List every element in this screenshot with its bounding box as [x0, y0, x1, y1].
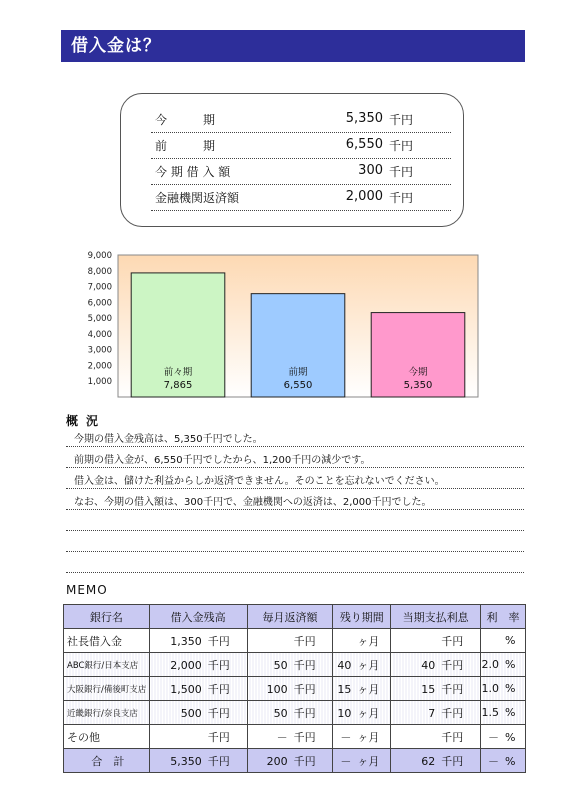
overview-line: 前期の借入金が、6,550千円でしたから、1,200千円の減少です。 — [66, 446, 524, 468]
bank-cell: 合 計 — [64, 749, 150, 773]
bar-0 — [131, 273, 225, 397]
table-header-row — [64, 605, 526, 629]
remaining-cell: 40 ヶ月 — [333, 653, 391, 677]
overview-line — [66, 509, 524, 531]
balance-cell: 5,350 千円 — [149, 749, 247, 773]
bank-cell: その他 — [64, 725, 150, 749]
memo-heading: MEMO — [66, 583, 108, 597]
summary-value: 6,550 — [345, 137, 383, 152]
bank-cell: 大阪銀行/備後町支店 — [64, 677, 150, 701]
col-header-bank: 銀行名 — [64, 605, 150, 629]
table-row — [64, 653, 526, 677]
balance-cell: 千円 — [149, 725, 247, 749]
bank-cell: 社長借入金 — [64, 629, 150, 653]
monthly-cell: 200 千円 — [247, 749, 333, 773]
balance-cell: 1,350 千円 — [149, 629, 247, 653]
rate-cell: － % — [481, 749, 526, 773]
summary-unit: 千円 — [389, 191, 414, 205]
interest-cell: 40 千円 — [391, 653, 481, 677]
rate-cell: 1.0 % — [481, 677, 526, 701]
y-tick-label: 6,000 — [87, 298, 112, 309]
summary-unit: 千円 — [389, 165, 414, 179]
balance-cell: 1,500 千円 — [149, 677, 247, 701]
overview-heading: 概況 — [66, 414, 107, 428]
table-total-row — [64, 749, 526, 773]
bar-value-label: 7,865 — [163, 380, 193, 391]
balance-cell: 2,000 千円 — [149, 653, 247, 677]
loan-table — [63, 604, 526, 773]
interest-cell: 15 千円 — [391, 677, 481, 701]
monthly-cell: 50 千円 — [247, 653, 333, 677]
monthly-cell: 50 千円 — [247, 701, 333, 725]
summary-unit: 千円 — [389, 113, 414, 127]
summary-value: 2,000 — [345, 189, 383, 204]
y-tick-label: 5,000 — [87, 314, 112, 325]
bar-value-label: 6,550 — [283, 380, 313, 391]
summary-row-previous — [151, 132, 451, 159]
monthly-cell: － 千円 — [247, 725, 333, 749]
summary-row-repayment — [151, 184, 451, 211]
y-tick-label: 4,000 — [87, 329, 112, 340]
interest-cell: 7 千円 — [391, 701, 481, 725]
table-row — [64, 701, 526, 725]
summary-row-borrowing — [151, 158, 451, 185]
summary-value: 5,350 — [345, 111, 383, 126]
overview-line: なお、今期の借入額は、300千円で、金融機関への返済は、2,000千円でした。 — [66, 488, 524, 510]
rate-cell: % — [481, 629, 526, 653]
rate-cell: 2.0 % — [481, 653, 526, 677]
bank-cell: ABC銀行/日本支店 — [64, 653, 150, 677]
remaining-cell: － ヶ月 — [333, 725, 391, 749]
y-tick-label: 3,000 — [87, 345, 112, 356]
y-tick-label: 2,000 — [87, 361, 112, 372]
summary-label: 前 期 — [155, 139, 216, 153]
overview-line: 借入金は、儲けた利益からしか返済できません。そのことを忘れないでください。 — [66, 467, 524, 489]
summary-label: 金融機関返済額 — [155, 191, 240, 205]
summary-label: 今 期 — [155, 113, 216, 127]
remaining-cell: 10 ヶ月 — [333, 701, 391, 725]
table-row — [64, 629, 526, 653]
y-tick-label: 8,000 — [87, 266, 112, 277]
interest-cell: 62 千円 — [391, 749, 481, 773]
remaining-cell: ヶ月 — [333, 629, 391, 653]
col-header-interest: 当期支払利息 — [391, 605, 481, 629]
col-header-remaining: 残り期間 — [333, 605, 391, 629]
table-row — [64, 677, 526, 701]
page-title: 借入金は？ — [61, 30, 525, 62]
bar-category-label: 前々期 — [163, 367, 193, 378]
overview-line — [66, 530, 524, 552]
bar-value-label: 5,350 — [403, 380, 433, 391]
bank-cell: 近畿銀行/奈良支店 — [64, 701, 150, 725]
y-tick-label: 7,000 — [87, 282, 112, 293]
balance-cell: 500 千円 — [149, 701, 247, 725]
rate-cell: － % — [481, 725, 526, 749]
summary-row-current — [151, 106, 451, 133]
remaining-cell: － ヶ月 — [333, 749, 391, 773]
summary-unit: 千円 — [389, 139, 414, 153]
col-header-rate: 利 率 — [481, 605, 526, 629]
summary-box — [120, 93, 464, 227]
overview-line — [66, 551, 524, 573]
y-tick-label: 1,000 — [87, 377, 112, 388]
table-row — [64, 725, 526, 749]
rate-cell: 1.5 % — [481, 701, 526, 725]
bar-category-label: 前期 — [288, 367, 308, 378]
remaining-cell: 15 ヶ月 — [333, 677, 391, 701]
col-header-balance: 借入金残高 — [149, 605, 247, 629]
summary-value: 300 — [358, 163, 383, 178]
monthly-cell: 100 千円 — [247, 677, 333, 701]
col-header-monthly: 毎月返済額 — [247, 605, 333, 629]
summary-label: 今 期 借 入 額 — [155, 165, 231, 179]
interest-cell: 千円 — [391, 725, 481, 749]
loan-balance-chart — [60, 245, 490, 405]
interest-cell: 千円 — [391, 629, 481, 653]
bar-category-label: 今期 — [408, 367, 428, 378]
overview-line: 今期の借入金残高は、5,350千円でした。 — [66, 425, 524, 447]
monthly-cell: 千円 — [247, 629, 333, 653]
y-tick-label: 9,000 — [87, 251, 112, 261]
